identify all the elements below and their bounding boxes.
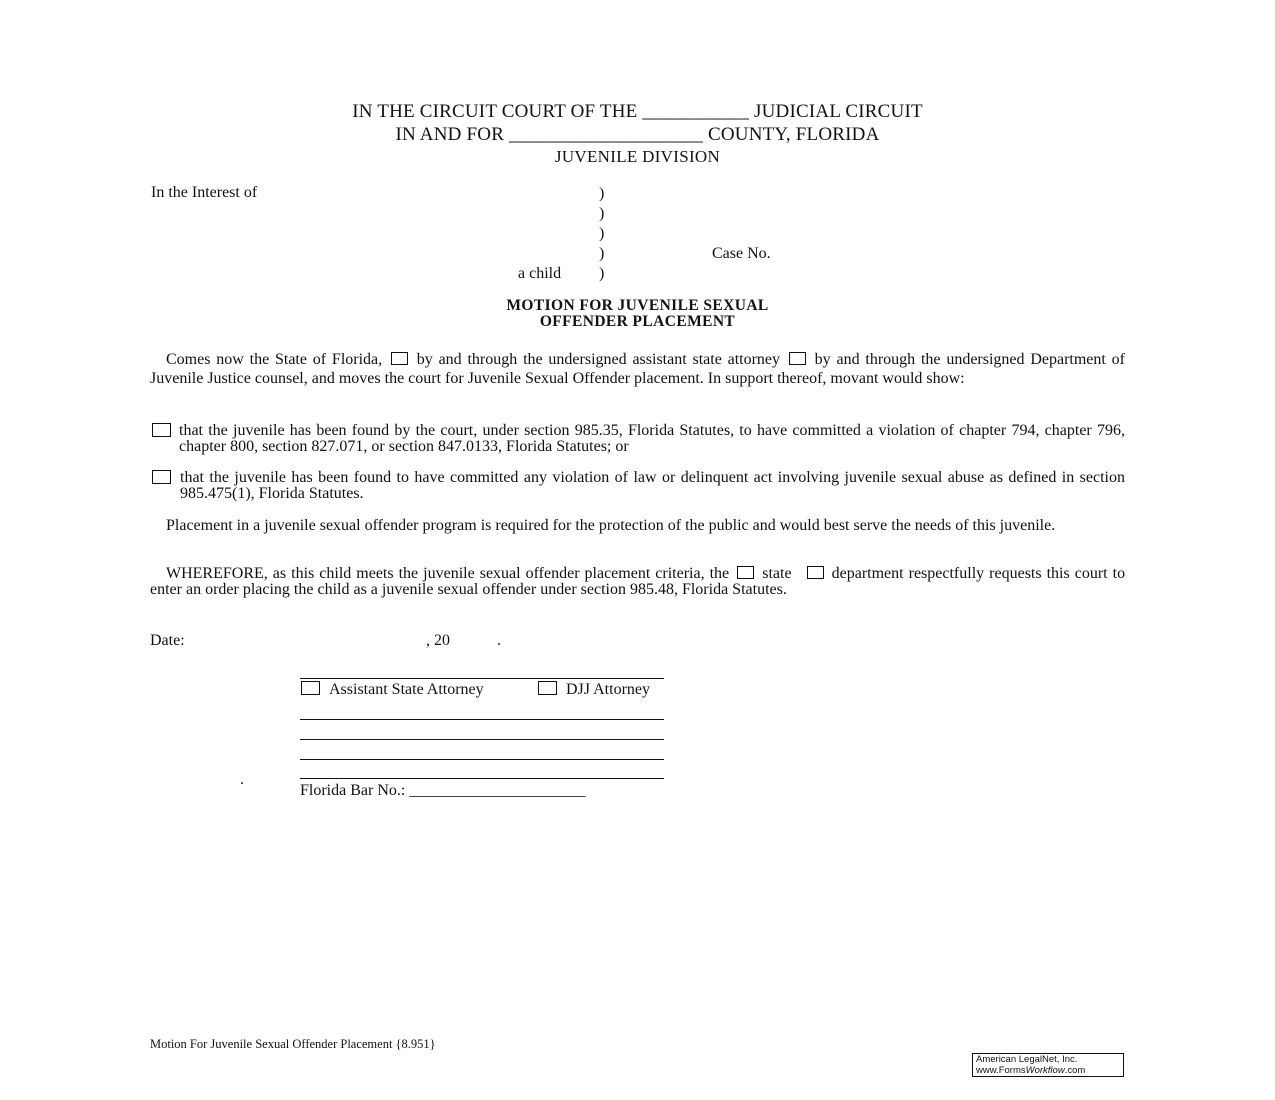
intro-paragraph — [150, 350, 1125, 388]
asa-signature-checkbox[interactable] — [301, 681, 320, 695]
option1-text: that the juvenile has been found by the court, under section 985.35, Florida Statutes, to have committed a violation of chapter 794, chapter 796, chapter 800, section 827.071, or section 847.0133, Florida Statutes; or — [179, 422, 1125, 455]
department-label: department — [831, 565, 904, 582]
intro-part1: Comes now the State of Florida, — [166, 351, 383, 368]
option2-checkbox[interactable] — [152, 470, 171, 484]
motion-title-line2: OFFENDER PLACEMENT — [539, 313, 736, 330]
caption-paren-4: ) — [599, 245, 605, 262]
a-child-label: a child — [518, 265, 562, 282]
stray-dot: . — [240, 771, 244, 788]
address-line-2 — [300, 739, 664, 740]
djj-counsel-checkbox[interactable] — [789, 352, 806, 365]
department-checkbox[interactable] — [807, 566, 824, 579]
caption-paren-5: ) — [599, 265, 605, 282]
in-interest-of-label: In the Interest of — [151, 184, 258, 201]
wherefore-part1: WHEREFORE, as this child meets the juvenile sexual offender placement criteria, the — [166, 565, 730, 582]
asa-label: Assistant State Attorney — [329, 681, 484, 698]
wherefore-paragraph — [150, 566, 1125, 598]
assistant-state-attorney-checkbox[interactable] — [391, 352, 408, 365]
date-period: . — [497, 632, 501, 649]
brand-line1: American LegalNet, Inc. — [976, 1054, 1078, 1065]
brand-line2 — [976, 1066, 1120, 1077]
brand-workflow: Workflow — [1025, 1064, 1065, 1076]
caption-paren-3: ) — [599, 225, 605, 242]
case-number-label: Case No. — [712, 245, 771, 262]
caption-paren-1: ) — [599, 185, 605, 202]
intro-part3: by and through the undersigned Department of Juvenile Justice counsel, and moves the court for Juvenile Sexual Offender placement. In support thereof, movant would show: — [150, 351, 1125, 387]
placement-paragraph: Placement in a juvenile sexual offender program is required for the protection of the public and would best serve the needs of this juvenile. — [166, 517, 1056, 534]
djj-signature-checkbox[interactable] — [538, 681, 557, 695]
option2-text: that the juvenile has been found to have committed any violation of law or delinquent act involving juvenile sexual abuse as defined in section 985.475(1), Florida Statutes. — [180, 469, 1125, 502]
address-line-3 — [300, 759, 664, 760]
address-line-4 — [300, 778, 664, 779]
florida-bar-no: Florida Bar No.: ______________________ — [300, 782, 586, 799]
wherefore-part2: respectfully requests this court to enter an order placing the child as a juvenile sexual offender under section 985.48, Florida Statutes. — [150, 565, 1126, 598]
signature-line — [300, 678, 664, 679]
date-year-label: , 20 — [426, 632, 450, 649]
state-checkbox[interactable] — [737, 566, 754, 579]
brand-com: .com — [1064, 1064, 1086, 1076]
form-footer-name: Motion For Juvenile Sexual Offender Placement {8.951} — [150, 1037, 436, 1051]
division-label: JUVENILE DIVISION — [554, 147, 721, 166]
caption-paren-2: ) — [599, 205, 605, 222]
intro-part2: by and through the undersigned assistant state attorney — [416, 351, 781, 368]
state-label: state — [762, 565, 792, 582]
court-header-line1: IN THE CIRCUIT COURT OF THE ___________ JUDICIAL CIRCUIT — [352, 101, 923, 122]
american-legalnet-logo — [972, 1053, 1124, 1077]
date-label: Date: — [150, 632, 185, 649]
court-header-line2: IN AND FOR ____________________ COUNTY, FLORIDA — [395, 124, 880, 145]
brand-www: www.Forms — [976, 1064, 1026, 1076]
address-line-1 — [300, 719, 664, 720]
motion-title-line1: MOTION FOR JUVENILE SEXUAL — [506, 297, 769, 314]
option1-checkbox[interactable] — [152, 423, 171, 437]
djj-label: DJJ Attorney — [566, 681, 650, 698]
